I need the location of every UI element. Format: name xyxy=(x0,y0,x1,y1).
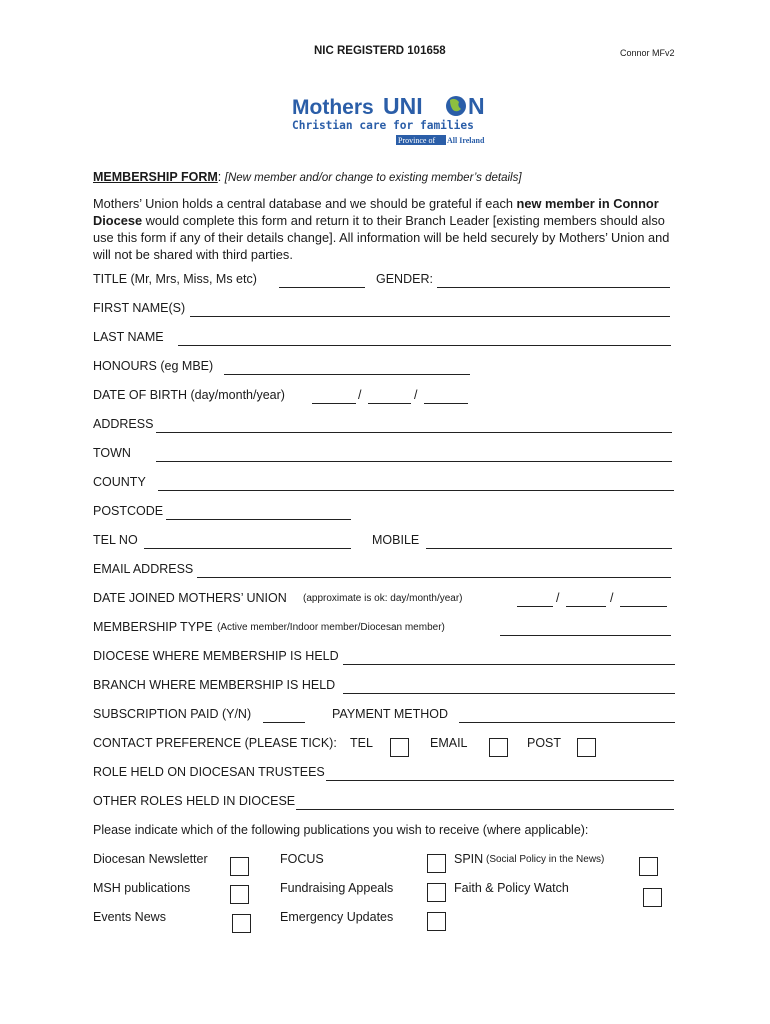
town-label: TOWN xyxy=(93,446,131,460)
postcode-row xyxy=(93,504,673,522)
title-gender-row xyxy=(93,272,673,290)
role-trustees-row xyxy=(93,765,675,783)
date-joined-label: DATE JOINED MOTHERS’ UNION xyxy=(93,591,287,605)
province-label-b: All Ireland xyxy=(447,136,485,145)
county-field[interactable] xyxy=(158,490,674,491)
email-label: EMAIL ADDRESS xyxy=(93,562,194,576)
date-joined-day-field[interactable] xyxy=(517,606,553,607)
contact-tel-checkbox[interactable] xyxy=(390,738,409,757)
dob-year-field[interactable] xyxy=(424,403,468,404)
postcode-label: POSTCODE xyxy=(93,504,164,518)
faith-policy-watch-checkbox[interactable] xyxy=(643,888,662,907)
faith-policy-watch-label: Faith & Policy Watch xyxy=(454,881,569,895)
membership-type-note: (Active member/Indoor member/Diocesan member) xyxy=(217,622,445,633)
membership-type-field[interactable] xyxy=(500,635,671,636)
gender-label: GENDER: xyxy=(376,272,433,286)
date-joined-row: DATE JOINED MOTHERS’ UNION (approximate is ok: day/month/year) / / xyxy=(93,591,673,609)
role-trustees-field[interactable] xyxy=(326,780,674,781)
honours-field[interactable] xyxy=(224,374,470,375)
diocesan-newsletter-checkbox[interactable] xyxy=(230,857,249,876)
emergency-updates-checkbox[interactable] xyxy=(427,912,446,931)
msh-publications-checkbox[interactable] xyxy=(230,885,249,904)
address-label: ADDRESS xyxy=(93,417,154,431)
publications-row-2 xyxy=(93,881,673,907)
focus-label: FOCUS xyxy=(280,852,324,866)
diocese-label: DIOCESE WHERE MEMBERSHIP IS HELD xyxy=(93,649,339,663)
email-row xyxy=(93,562,673,580)
membership-type-label: MEMBERSHIP TYPE xyxy=(93,620,213,634)
branch-field[interactable] xyxy=(343,693,675,694)
spin-checkbox[interactable] xyxy=(639,857,658,876)
dob-month-field[interactable] xyxy=(368,403,411,404)
postcode-field[interactable] xyxy=(166,519,351,520)
subscription-row xyxy=(93,707,676,725)
last-name-label: LAST NAME xyxy=(93,330,164,344)
dob-label: DATE OF BIRTH (day/month/year) xyxy=(93,388,285,402)
events-news-checkbox[interactable] xyxy=(232,914,251,933)
honours-row xyxy=(93,359,673,377)
town-row xyxy=(93,446,673,464)
form-subtitle: [New member and/or change to existing member’s details] xyxy=(224,172,522,184)
contact-email-label: EMAIL xyxy=(430,736,468,750)
focus-checkbox[interactable] xyxy=(427,854,446,873)
subscription-label: SUBSCRIPTION PAID (Y/N) xyxy=(93,707,252,721)
form-title: MEMBERSHIP FORM xyxy=(93,170,218,184)
mobile-field[interactable] xyxy=(426,548,672,549)
address-field[interactable] xyxy=(156,432,672,433)
intro-paragraph: Mothers’ Union holds a central database and we should be grateful if each new member in Connor Diocese would complete this form and return it to their Branch Leader [existing members should also use this form if any of their details change]. All information will be held securely by Mothers’ Union and will not be shared with third parties. xyxy=(93,196,670,262)
dob-day-field[interactable] xyxy=(312,403,356,404)
address-row xyxy=(93,417,673,435)
subscription-field[interactable] xyxy=(263,722,305,723)
tel-no-field[interactable] xyxy=(144,548,351,549)
msh-publications-label: MSH publications xyxy=(93,881,191,895)
diocesan-newsletter-label: Diocesan Newsletter xyxy=(93,852,208,866)
fundraising-appeals-checkbox[interactable] xyxy=(427,883,446,902)
title-label: TITLE (Mr, Mrs, Miss, Ms etc) xyxy=(93,272,257,286)
publications-row-3 xyxy=(93,910,673,936)
membership-type-row xyxy=(93,620,673,638)
contact-tel-label: TEL xyxy=(350,736,373,750)
other-roles-field[interactable] xyxy=(296,809,674,810)
contact-email-checkbox[interactable] xyxy=(489,738,508,757)
diocese-field[interactable] xyxy=(343,664,675,665)
tel-no-label: TEL NO xyxy=(93,533,138,547)
publications-prompt: Please indicate which of the following publications you wish to receive (where applicable): xyxy=(93,823,589,837)
contact-preference-row xyxy=(93,736,673,758)
dob-row: DATE OF BIRTH (day/month/year) / / xyxy=(93,388,673,406)
form-version: Connor MFv2 xyxy=(620,48,675,58)
contact-post-label: POST xyxy=(527,736,562,750)
contact-preference-label: CONTACT PREFERENCE (PLEASE TICK): xyxy=(93,736,337,750)
role-trustees-label: ROLE HELD ON DIOCESAN TRUSTEES xyxy=(93,765,325,779)
first-names-field[interactable] xyxy=(190,316,670,317)
logo-brand-b: UNI xyxy=(383,93,423,119)
events-news-label: Events News xyxy=(93,910,166,924)
logo-tagline: Christian care for families xyxy=(292,119,474,132)
branch-label: BRANCH WHERE MEMBERSHIP IS HELD xyxy=(93,678,336,692)
spin-note: (Social Policy in the News) xyxy=(486,854,605,865)
other-roles-row xyxy=(93,794,675,812)
emergency-updates-label: Emergency Updates xyxy=(280,910,394,924)
phone-row xyxy=(93,533,673,551)
logo-brand-c: N xyxy=(468,93,485,119)
mobile-label: MOBILE xyxy=(372,533,420,547)
other-roles-label: OTHER ROLES HELD IN DIOCESE xyxy=(93,794,296,808)
date-joined-month-field[interactable] xyxy=(566,606,606,607)
publications-row-1 xyxy=(93,852,673,878)
county-row xyxy=(93,475,675,493)
form-title-line: MEMBERSHIP FORM: [New member and/or change to existing member’s details] xyxy=(93,170,522,184)
contact-post-checkbox[interactable] xyxy=(577,738,596,757)
spin-label: SPIN xyxy=(454,852,484,866)
branch-row xyxy=(93,678,676,696)
title-field[interactable] xyxy=(279,287,365,288)
fundraising-appeals-label: Fundraising Appeals xyxy=(280,881,394,895)
date-joined-note: (approximate is ok: day/month/year) xyxy=(303,593,463,604)
town-field[interactable] xyxy=(156,461,672,462)
province-label-a: Province of xyxy=(398,136,436,145)
diocese-row xyxy=(93,649,676,667)
email-field[interactable] xyxy=(197,577,671,578)
last-name-field[interactable] xyxy=(178,345,671,346)
honours-label: HONOURS (eg MBE) xyxy=(93,359,214,373)
logo-brand-a: Mothers xyxy=(292,96,374,119)
registration-number: NIC REGISTERD 101658 xyxy=(314,45,446,57)
last-name-row xyxy=(93,330,673,348)
gender-field[interactable] xyxy=(437,287,670,288)
date-joined-year-field[interactable] xyxy=(620,606,667,607)
mothers-union-logo xyxy=(290,92,490,148)
payment-method-label: PAYMENT METHOD xyxy=(332,707,448,721)
first-names-row xyxy=(93,301,673,319)
payment-method-field[interactable] xyxy=(459,722,675,723)
county-label: COUNTY xyxy=(93,475,146,489)
first-names-label: FIRST NAME(S) xyxy=(93,301,186,315)
